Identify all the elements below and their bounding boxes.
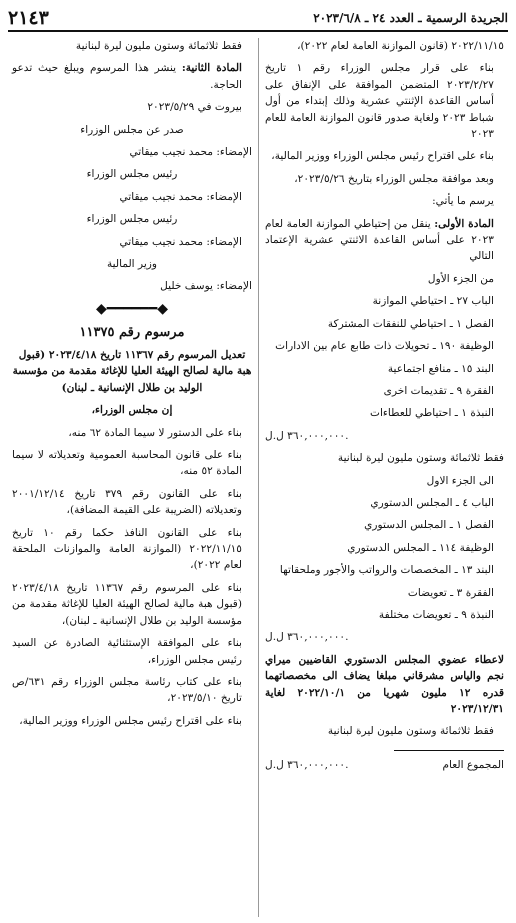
left-column bbox=[6, 38, 258, 917]
signatory-role: رئيس مجلس الوزراء bbox=[86, 213, 178, 226]
grand-total bbox=[265, 759, 504, 771]
recital: بناء على القانون رقم ٣٧٩ تاريخ ٢٠٠١/١٢/١٤ وتعديلاته (الضريبة على القيمة المضافة)، bbox=[12, 487, 242, 517]
from-part: من الجزء الأول bbox=[427, 272, 494, 285]
article-text: ينقل من إحتياطي الموازنة العامة لعام ٢٠٢٣ على أساس القاعدة الاثنتي عشرية الإعتماد التالي bbox=[265, 217, 494, 263]
article-label: المادة الأولى: bbox=[434, 217, 494, 230]
recital: بناء على الموافقة الإستثنائية الصادرة عن السيد رئيس مجلس الوزراء، bbox=[12, 637, 242, 666]
amount-words: فقط ثلاثمائة وستون مليون ليرة لبنانية bbox=[337, 452, 504, 465]
recital: بناء على القانون النافذ حكما رقم ١٠ تاريخ ٢٠٢٢/١١/١٥ (الموازنة العامة والموازنات الملحقة لعام ٢٠٢٢)، bbox=[12, 526, 242, 572]
budget-line: الفقرة ٩ ـ تقديمات اخرى bbox=[383, 384, 494, 397]
article-text: ينشر هذا المرسوم ويبلغ حيث تدعو الحاجة. bbox=[12, 62, 242, 91]
right-column bbox=[258, 38, 510, 917]
budget-line: النبذة ٩ ـ تعويضات مختلفة bbox=[378, 608, 494, 621]
paragraph: بناء على قرار مجلس الوزراء رقم ١ تاريخ ٢٠٢٣/٢/٢٧ المتضمن الموافقة على الإنفاق على أساس القاعدة الإثنتي عشرية وذلك إبتداء من أول شباط ٢٠٢٣ ولغاية صدور قانون الموازنة العامة للعام ٢٠٢٣ bbox=[265, 62, 495, 141]
ornament-divider: ◆━━━━━━◆ bbox=[95, 300, 169, 317]
recital: بناء على اقتراح رئيس مجلس الوزراء ووزير المالية، bbox=[19, 714, 242, 727]
decree-number: مرسوم رقم ١١٣٧٥ bbox=[79, 324, 185, 340]
budget-line: الفصل ١ ـ المجلس الدستوري bbox=[364, 519, 494, 532]
council-heading: إن مجلس الوزراء، bbox=[91, 404, 173, 417]
budget-line: الفصل ١ ـ احتياطي للنفقات المشتركة bbox=[327, 317, 494, 330]
recital: بناء على الدستور لا سيما المادة ٦٢ منه، bbox=[68, 426, 242, 439]
recital: بناء على المرسوم رقم ١١٣٦٧ تاريخ ٢٠٢٣/٤/١٨ (قبول هبة مالية لصالح الهيئة العليا للإغاثة مقدمة من مؤسسة الوليد بن طلال الإنسانية ـ لبنان)، bbox=[12, 581, 242, 627]
page-header bbox=[8, 6, 508, 32]
amount: ٣٦٠,٠٠٠,٠٠٠ ل.ل. bbox=[265, 631, 349, 644]
signature: الإمضاء: محمد نجيب ميقاتي bbox=[119, 190, 242, 203]
to-part: الى الجزء الاول bbox=[426, 474, 494, 487]
paragraph: فقط ثلاثمائة وستون مليون ليرة لبنانية bbox=[75, 40, 242, 52]
divider-line bbox=[394, 750, 504, 751]
journal-title: الجريدة الرسمية ـ العدد ٢٤ ـ ٢٠٢٣/٦/٨ bbox=[313, 11, 508, 25]
article-label: المادة الثانية: bbox=[181, 62, 243, 75]
paragraph: ٢٠٢٢/١١/١٥ (قانون الموازنة العامة لعام ٢٠٢٢)، bbox=[297, 40, 504, 52]
budget-line: الوظيفة ١٩٠ ـ تحويلات ذات طابع عام بين الادارات bbox=[275, 340, 494, 353]
total-value: ٣٦٠,٠٠٠,٠٠٠ ل.ل. bbox=[265, 758, 349, 771]
place-date: بيروت في ٢٠٢٣/٥/٢٩ bbox=[147, 101, 242, 114]
two-column-body bbox=[6, 38, 510, 917]
issued-by: صدر عن مجلس الوزراء bbox=[80, 123, 184, 136]
amount-words: فقط ثلاثمائة وستون مليون ليرة لبنانية bbox=[327, 725, 494, 738]
decree-title: تعديل المرسوم رقم ١١٣٦٧ تاريخ ٢٠٢٣/٤/١٨ (قبول هبة مالية لصالح الهيئة العليا للإغاثة مقدمة من مؤسسة الوليد بن طلال الإنسانية ـ لبنان) bbox=[12, 349, 252, 394]
signature: الإمضاء: يوسف خليل bbox=[160, 280, 252, 293]
budget-line: الباب ٤ ـ المجلس الدستوري bbox=[370, 496, 494, 509]
budget-line: البند ١٥ ـ منافع اجتماعية bbox=[387, 362, 494, 375]
recital: بناء على كتاب رئاسة مجلس الوزراء رقم ٦٣١/ص تاريخ ٢٠٢٣/٥/١٠، bbox=[12, 675, 242, 705]
recital: بناء على قانون المحاسبة العمومية وتعديلاته لا سيما المادة ٥٢ منه، bbox=[12, 449, 242, 478]
signature: الإمضاء: محمد نجيب ميقاتي bbox=[129, 146, 252, 159]
signatory-role: وزير المالية bbox=[106, 258, 158, 271]
budget-line: البند ١٣ ـ المخصصات والرواتب والأجور وملحقاتها bbox=[279, 564, 494, 577]
total-label: المجموع العام bbox=[442, 758, 504, 771]
budget-line: النبذة ١ ـ احتياطي للعطاءات bbox=[370, 407, 494, 420]
paragraph: بناء على اقتراح رئيس مجلس الوزراء ووزير المالية، bbox=[271, 150, 494, 163]
page-number: ٢١٤٣ bbox=[8, 7, 49, 29]
signatory-role: رئيس مجلس الوزراء bbox=[86, 168, 178, 181]
budget-line: الفقرة ٣ ـ تعويضات bbox=[407, 586, 494, 599]
paragraph: يرسم ما يأتي: bbox=[432, 195, 494, 208]
signature: الإمضاء: محمد نجيب ميقاتي bbox=[119, 235, 242, 248]
budget-line: الوظيفة ١١٤ ـ المجلس الدستوري bbox=[347, 541, 494, 554]
budget-line: الباب ٢٧ ـ احتياطي الموازنة bbox=[372, 295, 494, 308]
amount: ٣٦٠,٠٠٠,٠٠٠ ل.ل. bbox=[265, 429, 349, 442]
article-two bbox=[12, 60, 252, 93]
article-one bbox=[265, 216, 504, 265]
bold-note: لاعطاء عضوي المجلس الدستوري القاضيين ميراي نجم والياس مشرقاني مبلغا يضاف الى مخصصاتهما قدره ١٢ مليون شهريا من ٢٠٢٢/١٠/١ لغاية ٢٠٢٣/١٢/٣١ bbox=[265, 653, 505, 715]
paragraph: وبعد موافقة مجلس الوزراء بتاريخ ٢٠٢٣/٥/٢٦، bbox=[294, 172, 494, 185]
